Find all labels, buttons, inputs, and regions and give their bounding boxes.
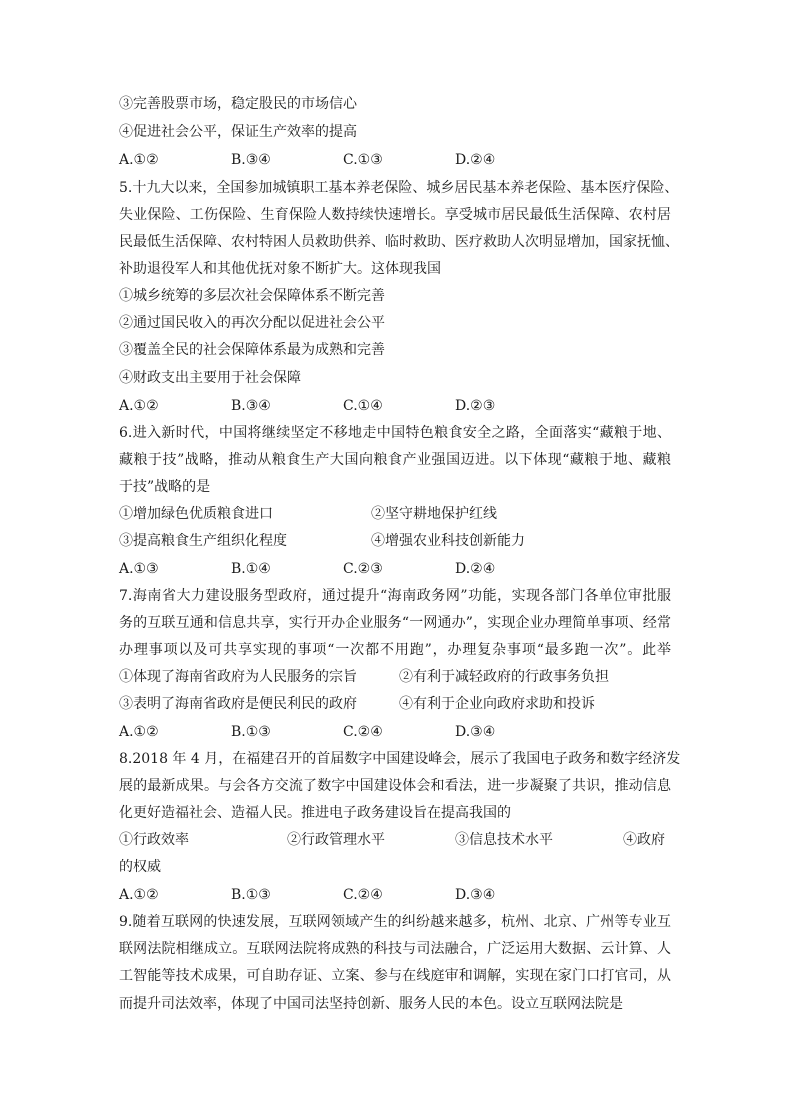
q5-option-1: ①城乡统筹的多层次社会保障体系不断完善 [119,288,385,304]
q6-option-3: ③提高粮食生产组织化程度 [119,533,287,549]
q8-answer-c: C.②④ [343,887,383,903]
q7-stem-line-2: 务的互联互通和信息共享，实行开办企业服务“一网通办”，实现企业办理简单事项、经常 [119,615,671,631]
q8-stem-line-2: 展的最新成果。与会各方交流了数字中国建设体会和看法，进一步凝聚了共识，推动信息 [119,778,671,794]
q9-stem-line-4: 而提升司法效率，体现了中国司法坚持创新、服务人民的本色。设立互联网法院是 [119,996,623,1012]
q8-stem-line-1: 8.2018 年 4 月，在福建召开的首届数字中国建设峰会，展示了我国电子政务和数字经济发 [119,751,681,767]
q5-answer-c: C.①④ [343,398,383,414]
q7-stem-line-1: 7.海南省大力建设服务型政府，通过提升“海南政务网”功能，实现各部门各单位审批服 [119,588,671,604]
q6-stem-line-3: 于技”战略的是 [119,479,211,495]
q5-answer-a: A.①② [119,398,159,414]
q6-stem-line-1: 6.进入新时代，中国将继续坚定不移地走中国特色粮食安全之路，全面落实“藏粮于地、 [119,425,671,441]
q5-answer-b: B.③④ [231,398,271,414]
q8-stem-line-3: 化更好造福社会、造福人民。推进电子政务建设旨在提高我国的 [119,805,511,821]
q5-stem-line-3: 民最低生活保障、农村特困人员救助供养、临时救助、医疗救助人次明显增加，国家抚恤、 [119,234,679,250]
q5-answer-d: D.②③ [455,398,496,414]
q6-option-2: ②坚守耕地保护红线 [371,506,497,522]
q5-stem-line-1: 5.十九大以来，全国参加城镇职工基本养老保险、城乡居民基本养老保险、基本医疗保险、 [119,180,679,196]
q5-stem-line-4: 补助退役军人和其他优抚对象不断扩大。这体现我国 [119,261,441,277]
q8-option-4: ④政府 [623,832,665,848]
q8-option-4-wrap: 的权威 [119,859,161,875]
q7-answer-d: D.③④ [455,724,496,740]
q6-stem-line-2: 藏粮于技”战略，推动从粮食生产大国向粮食产业强国迈进。以下体现“藏粮于地、藏粮 [119,452,671,468]
q5-option-2: ②通过国民收入的再次分配以促进社会公平 [119,315,385,331]
q7-answer-b: B.①③ [231,724,271,740]
q4-answer-a: A.①② [119,152,159,168]
q9-stem-line-1: 9.随着互联网的快速发展，互联网领域产生的纠纷越来越多，杭州、北京、广州等专业互 [119,914,671,930]
q4-option-3: ③完善股票市场，稳定股民的市场信心 [119,96,357,112]
q7-option-2: ②有利于减轻政府的行政事务负担 [399,669,609,685]
q4-option-4: ④促进社会公平，保证生产效率的提高 [119,124,357,140]
q9-stem-line-3: 工智能等技术成果，可自助存证、立案、参与在线庭审和调解，实现在家门口打官司，从 [119,968,671,984]
q6-option-4: ④增强农业科技创新能力 [371,533,525,549]
q6-answer-c: C.②③ [343,561,383,577]
q4-answer-d: D.②④ [455,152,496,168]
q6-answer-a: A.①③ [119,561,159,577]
q8-option-1: ①行政效率 [119,832,189,848]
q8-option-2: ②行政管理水平 [287,832,385,848]
q7-option-3: ③表明了海南省政府是便民利民的政府 [119,696,357,712]
q8-answer-d: D.③④ [455,887,496,903]
q4-answer-b: B.③④ [231,152,271,168]
q8-option-3: ③信息技术水平 [455,832,553,848]
q5-option-3: ③覆盖全民的社会保障体系最为成熟和完善 [119,342,385,358]
q7-stem-line-3: 办理事项以及可共享实现的事项“一次都不用跑”，办理复杂事项“最多跑一次”。此举 [119,642,671,658]
q5-option-4: ④财政支出主要用于社会保障 [119,370,301,386]
q5-stem-line-2: 失业保险、工伤保险、生育保险人数持续快速增长。享受城市居民最低生活保障、农村居 [119,207,671,223]
q6-answer-b: B.①④ [231,561,271,577]
q4-answer-c: C.①③ [343,152,383,168]
q7-option-4: ④有利于企业向政府求助和投诉 [399,696,595,712]
q8-answer-a: A.①② [119,887,159,903]
q7-answer-a: A.①② [119,724,159,740]
q7-answer-c: C.②④ [343,724,383,740]
q6-answer-d: D.②④ [455,561,496,577]
q7-option-1: ①体现了海南省政府为人民服务的宗旨 [119,669,357,685]
q9-stem-line-2: 联网法院相继成立。互联网法院将成熟的科技与司法融合，广泛运用大数据、云计算、人 [119,941,671,957]
q6-option-1: ①增加绿色优质粮食进口 [119,506,273,522]
q8-answer-b: B.①③ [231,887,271,903]
